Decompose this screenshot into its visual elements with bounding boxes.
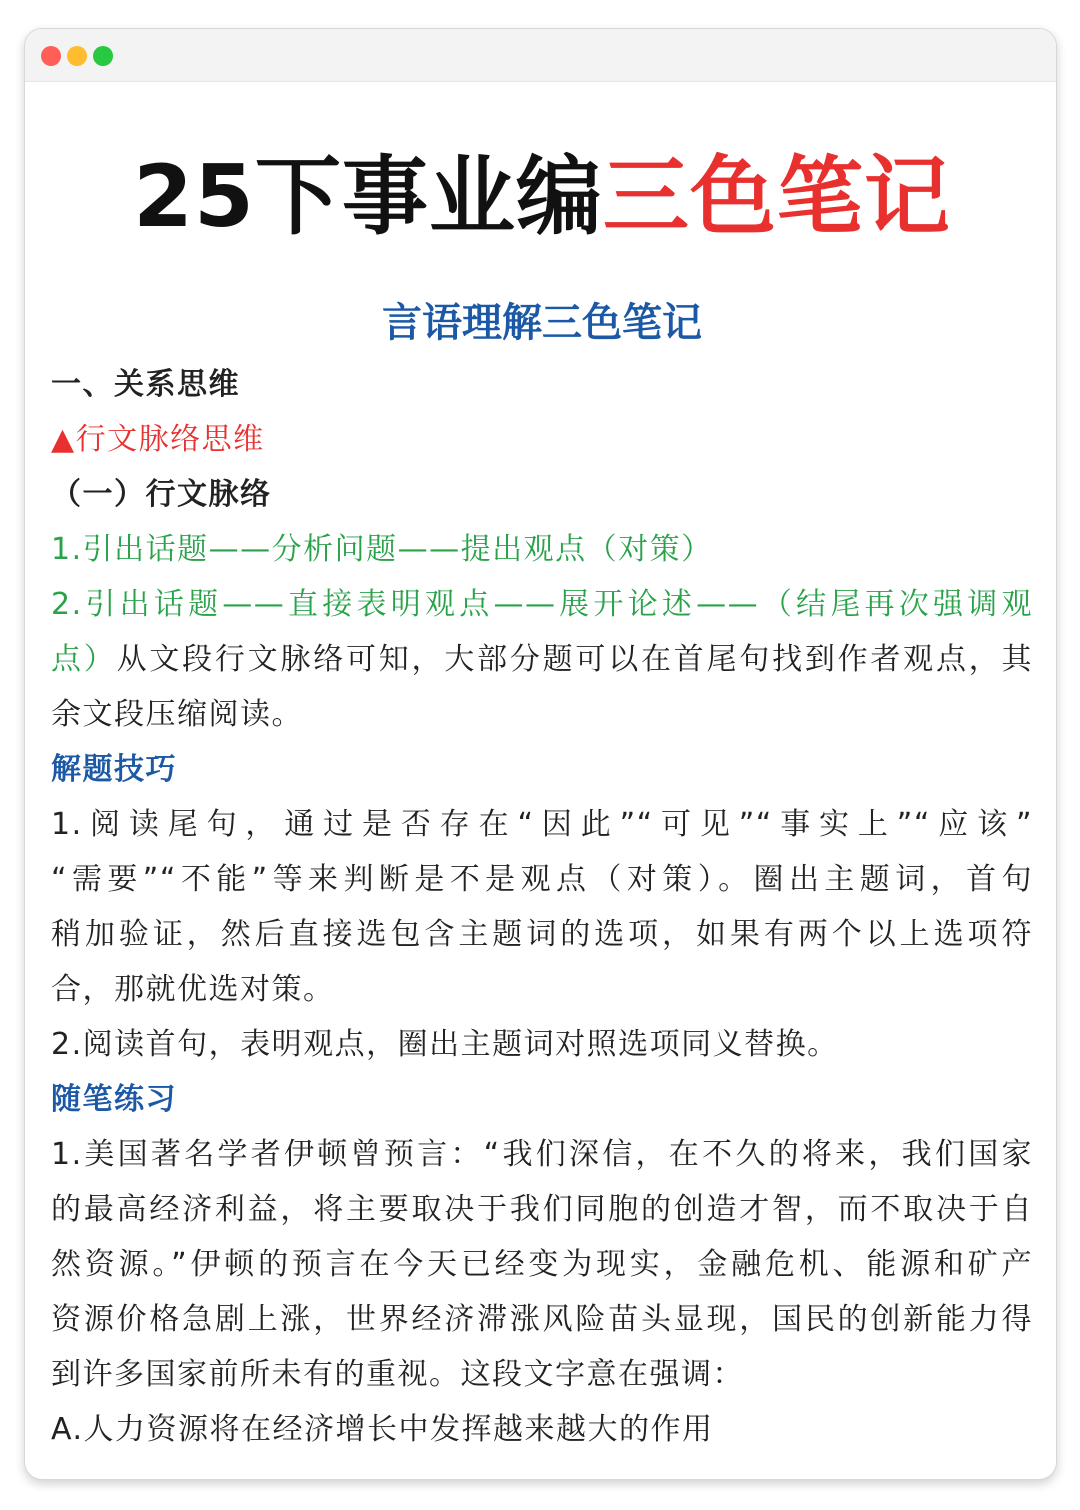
- subtitle: 言语理解三色笔记: [382, 300, 702, 346]
- note-window: [24, 28, 1057, 1480]
- heading-context: （一）行文脉络: [51, 477, 272, 512]
- q1-line4: 资源价格急剧上涨，世界经济滞涨风险苗头显现，国民的创新能力得: [51, 1302, 1033, 1337]
- para1-line1: 从文段行文脉络可知，大部分题可以在首尾句找到作者观点，其: [116, 642, 1034, 677]
- green-line-2-end: 点）: [51, 642, 117, 677]
- tip1-line2: “需要”“不能”等来判断是不是观点（对策）。圈出主题词，首句: [51, 862, 1033, 897]
- note-content: [51, 81, 1033, 1457]
- note-body: [51, 357, 1033, 1457]
- tip1-line1: 1.阅读尾句，通过是否存在“因此”“可见”“事实上”“应该”: [51, 807, 1033, 842]
- title-red-part: 三色笔记: [602, 147, 951, 247]
- green-line-1: 1.引出话题——分析问题——提出观点（对策）: [51, 532, 713, 567]
- tips-heading: 解题技巧: [51, 752, 177, 787]
- q1-line3: 然资源。”伊顿的预言在今天已经变为现实，金融危机、能源和矿产: [51, 1247, 1033, 1282]
- page-title: [51, 147, 1033, 247]
- option-a: A.人力资源将在经济增长中发挥越来越大的作用: [51, 1412, 714, 1447]
- q1-line5: 到许多国家前所未有的重视。这段文字意在强调：: [51, 1357, 744, 1392]
- maximize-dot-icon[interactable]: [93, 46, 113, 66]
- mixed-line: [51, 632, 1033, 687]
- heading-relation-thinking: 一、关系思维: [51, 367, 240, 402]
- title-black-part: 25下事业编: [133, 147, 603, 247]
- tip1-line4: 合，那就优选对策。: [51, 972, 335, 1007]
- practice-heading: 随笔练习: [51, 1082, 177, 1117]
- tip2-line: 2.阅读首句，表明观点，圈出主题词对照选项同义替换。: [51, 1027, 839, 1062]
- q1-line2: 的最高经济利益，将主要取决于我们同胞的创造才智，而不取决于自: [51, 1192, 1033, 1227]
- green-line-2: 2.引出话题——直接表明观点——展开论述——（结尾再次强调观: [51, 587, 1033, 622]
- para1-line2: 余文段压缩阅读。: [51, 697, 303, 732]
- window-titlebar: [25, 29, 1056, 82]
- minimize-dot-icon[interactable]: [67, 46, 87, 66]
- close-dot-icon[interactable]: [41, 46, 61, 66]
- tip1-line3: 稍加验证，然后直接选包含主题词的选项，如果有两个以上选项符: [51, 917, 1033, 952]
- heading-context-thinking: ▲行文脉络思维: [51, 422, 265, 457]
- q1-line1: 1.美国著名学者伊顿曾预言：“我们深信，在不久的将来，我们国家: [51, 1137, 1033, 1172]
